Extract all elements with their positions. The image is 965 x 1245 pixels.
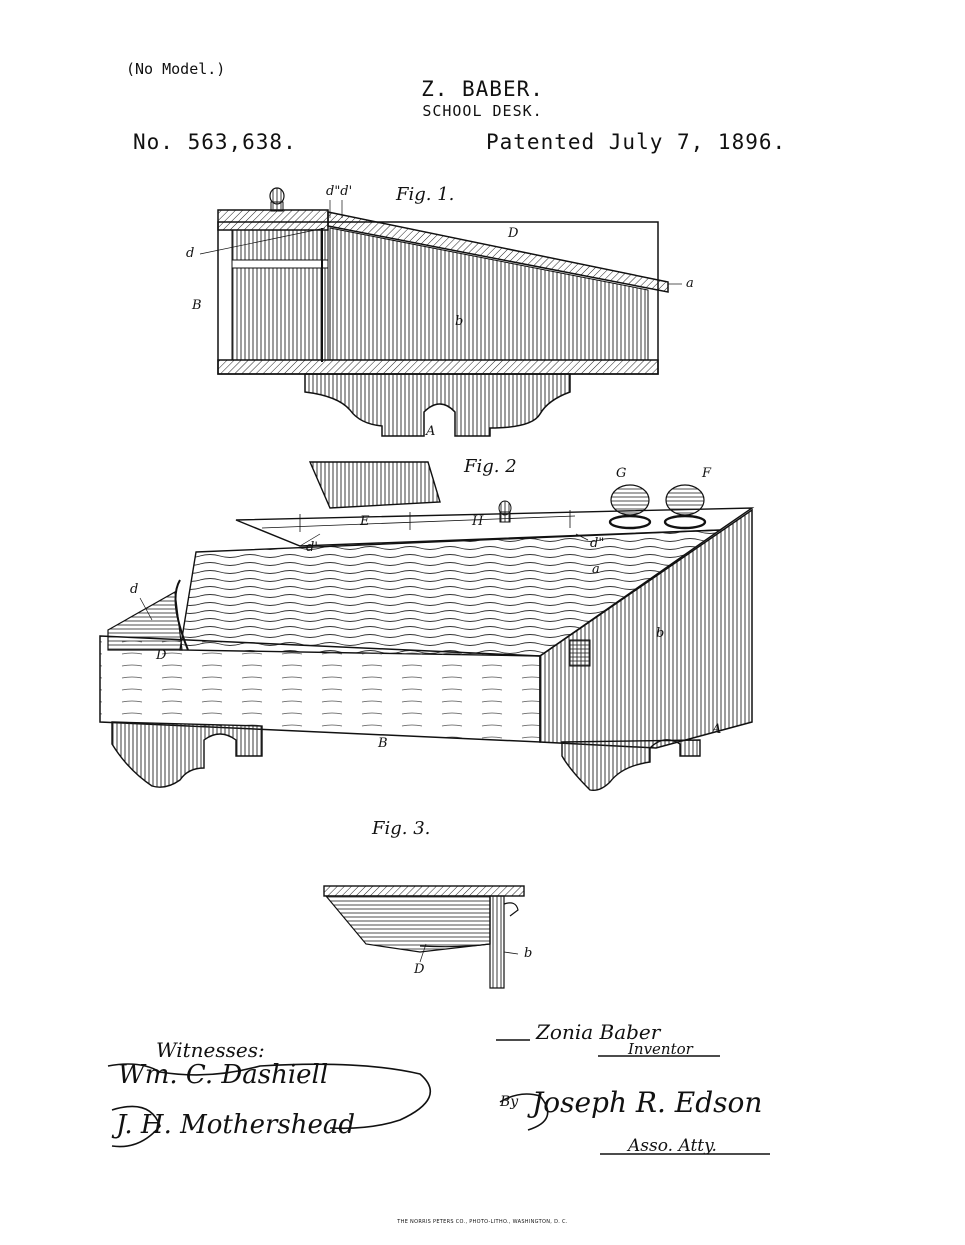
fig-1-label: Fig. 1. — [396, 184, 455, 205]
patent-number: No. 563,638. — [133, 130, 297, 154]
patent-date: Patented July 7, 1896. — [486, 130, 787, 154]
fig2-ref-H: H — [472, 514, 484, 529]
inventor-name: Z. BABER. — [421, 77, 544, 101]
fig2-ref-G: G — [616, 466, 627, 481]
fig2-ref-d: d — [130, 582, 139, 597]
fig1-ref-a: a — [686, 276, 694, 291]
inventor-signature: Zonia Baber — [536, 1020, 661, 1044]
no-model-note: (No Model.) — [126, 60, 226, 78]
patent-title: SCHOOL DESK. — [422, 102, 543, 120]
witnesses-heading: Witnesses: — [156, 1038, 265, 1062]
fig3-ref-b: b — [524, 946, 533, 961]
inventor-role: Inventor — [628, 1040, 693, 1058]
printer-credit: THE NORRIS PETERS CO., PHOTO-LITHO., WASHINGTON, D. C. — [397, 1219, 568, 1225]
fig2-ref-E: E — [360, 514, 370, 529]
witness-signature-1: Wm. C. Dashiell — [118, 1060, 329, 1090]
fig-2-label: Fig. 2 — [464, 456, 517, 477]
fig3-ref-D: D — [414, 962, 425, 977]
fig1-ref-d2d1: d"d' — [326, 184, 353, 199]
fig1-ref-d: d — [186, 246, 195, 261]
attorney-role: Asso. Atty. — [628, 1136, 717, 1156]
fig2-ref-A: A — [712, 722, 722, 737]
fig1-ref-b: b — [455, 314, 464, 329]
figure-2 — [100, 462, 752, 790]
fig-3-label: Fig. 3. — [372, 818, 431, 839]
fig2-ref-d2: d" — [590, 536, 605, 551]
fig1-ref-B: B — [192, 298, 202, 313]
fig2-ref-a: a — [592, 562, 600, 577]
by-prefix: By — [500, 1094, 519, 1110]
attorney-signature: Joseph R. Edson — [532, 1086, 763, 1119]
witness-signature-2: J. H. Mothershead — [116, 1110, 356, 1140]
fig1-ref-D: D — [508, 226, 519, 241]
fig1-ref-A: A — [426, 424, 436, 439]
figure-1 — [218, 188, 668, 436]
fig2-ref-b: b — [656, 626, 665, 641]
fig2-ref-B: B — [378, 736, 388, 751]
fig2-ref-F: F — [702, 466, 712, 481]
fig2-ref-D: D — [156, 648, 167, 663]
fig2-ref-d1: d' — [306, 540, 318, 555]
